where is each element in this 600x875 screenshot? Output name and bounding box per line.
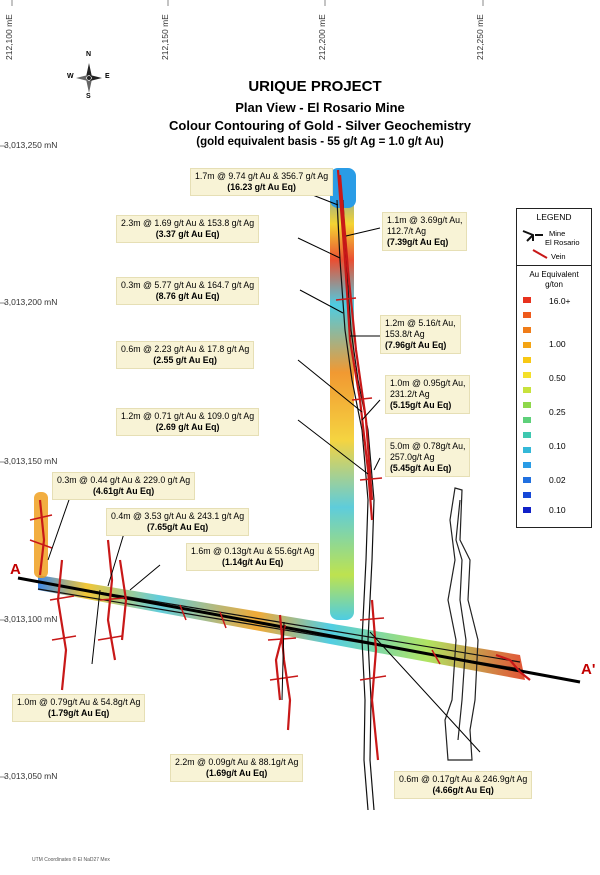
easting-label-2: 212,150 mE <box>160 14 170 60</box>
assay-text: 0.6m @ 2.23 g/t Au & 17.8 g/t Ag <box>121 344 250 354</box>
assay-callout <box>385 438 470 477</box>
east-letter: E <box>105 73 110 80</box>
easting-label-1: 212,100 mE <box>4 14 14 60</box>
assay-equivalent: (5.15g/t Au Eq) <box>390 400 452 410</box>
assay-text-2: 257.0g/t Ag <box>390 452 435 462</box>
assay-equivalent: (1.14g/t Au Eq) <box>222 557 284 567</box>
assay-callout <box>190 168 333 196</box>
legend-mine-label: Mine <box>549 229 566 238</box>
northing-label-1: 3,013,250 mN <box>4 140 58 150</box>
section-line <box>18 578 580 682</box>
assay-equivalent: (7.39g/t Au Eq) <box>387 237 449 247</box>
scale-label: 1.00 <box>549 339 566 349</box>
assay-text: 5.0m @ 0.78g/t Au, <box>390 441 466 451</box>
scale-swatch <box>523 297 531 303</box>
map-subtitle-2: Colour Contouring of Gold - Silver Geochemistry <box>169 118 471 133</box>
scale-swatch <box>523 417 531 423</box>
map-title: URIQUE PROJECT <box>248 78 382 95</box>
assay-equivalent: (3.37 g/t Au Eq) <box>155 229 220 239</box>
scale-swatch <box>523 462 531 468</box>
assay-text: 1.1m @ 3.69g/t Au, <box>387 215 463 225</box>
assay-text-2: 112.7/t Ag <box>387 226 426 236</box>
assay-callout <box>106 508 249 536</box>
assay-text: 0.3m @ 0.44 g/t Au & 229.0 g/t Ag <box>57 475 191 485</box>
scale-swatch <box>523 432 531 438</box>
assay-text: 1.7m @ 9.74 g/t Au & 356.7 g/t Ag <box>195 171 329 181</box>
vein-symbol-icon <box>531 248 551 260</box>
map-subtitle: Plan View - El Rosario Mine <box>235 100 405 115</box>
map-subtitle-3: (gold equivalent basis - 55 g/t Ag = 1.0 g/t Au) <box>196 136 444 148</box>
assay-text-2: 231.2/t Ag <box>390 389 430 399</box>
map-legend <box>516 208 592 528</box>
easting-label-4: 212,250 mE <box>475 14 485 60</box>
northing-label-5: 3,013,050 mN <box>4 771 58 781</box>
scale-label: 16.0+ <box>549 296 571 306</box>
assay-text: 1.2m @ 5.16/t Au, <box>385 318 456 328</box>
easting-label-3: 212,200 mE <box>317 14 327 60</box>
assay-equivalent: (2.55 g/t Au Eq) <box>153 355 217 365</box>
assay-callout <box>385 375 470 414</box>
legend-vein-label: Vein <box>551 252 566 261</box>
scale-swatch <box>523 312 531 318</box>
assay-text-2: 153.8/t Ag <box>385 329 425 339</box>
north-letter: N <box>86 51 92 58</box>
legend-mine-label-2: El Rosario <box>545 238 580 247</box>
section-end-label: A' <box>581 661 596 678</box>
assay-callout <box>116 215 259 243</box>
scale-label: 0.02 <box>549 475 566 485</box>
scale-label: 0.10 <box>549 441 566 451</box>
assay-equivalent: (2.69 g/t Au Eq) <box>155 422 220 432</box>
scale-swatch <box>523 477 531 483</box>
assay-callout <box>382 212 467 251</box>
assay-text: 2.2m @ 0.09g/t Au & 88.1g/t Ag <box>175 757 299 767</box>
scale-unit: g/ton <box>545 280 563 289</box>
assay-text: 2.3m @ 1.69 g/t Au & 153.8 g/t Ag <box>121 218 255 228</box>
scale-swatch <box>523 447 531 453</box>
assay-callout <box>116 341 254 369</box>
scale-label: 0.25 <box>549 407 566 417</box>
assay-callout <box>380 315 461 354</box>
assay-text: 1.6m @ 0.13g/t Au & 55.6g/t Ag <box>191 546 315 556</box>
assay-equivalent: (16.23 g/t Au Eq) <box>227 182 296 192</box>
northing-label-3: 3,013,150 mN <box>4 456 58 466</box>
scale-swatch <box>523 387 531 393</box>
scale-swatch <box>523 357 531 363</box>
assay-equivalent: (7.96g/t Au Eq) <box>385 340 447 350</box>
scale-swatch <box>523 372 531 378</box>
assay-equivalent: (5.45g/t Au Eq) <box>390 463 452 473</box>
assay-equivalent: (8.76 g/t Au Eq) <box>155 291 220 301</box>
scale-swatch <box>523 327 531 333</box>
scale-label: 0.10 <box>549 505 566 515</box>
mine-symbol-icon <box>521 229 545 243</box>
south-letter: S <box>86 93 91 100</box>
assay-text: 0.6m @ 0.17g/t Au & 246.9g/t Ag <box>399 774 528 784</box>
scale-swatch <box>523 507 531 513</box>
assay-text: 1.0m @ 0.79g/t Au & 54.8g/t Ag <box>17 697 141 707</box>
assay-equivalent: (1.69g/t Au Eq) <box>206 768 268 778</box>
northing-label-2: 3,013,200 mN <box>4 297 58 307</box>
scale-swatch <box>523 402 531 408</box>
scale-swatch <box>523 342 531 348</box>
north-arrow <box>64 51 114 101</box>
northing-label-4: 3,013,100 mN <box>4 614 58 624</box>
assay-callout <box>116 277 259 305</box>
assay-callout <box>116 408 259 436</box>
vertical-drift-contour <box>330 170 354 620</box>
assay-equivalent: (7.65g/t Au Eq) <box>146 522 209 532</box>
assay-equivalent: (4.61g/t Au Eq) <box>92 486 155 496</box>
assay-callout <box>12 694 145 722</box>
west-letter: W <box>67 73 74 80</box>
assay-equivalent: (4.66g/t Au Eq) <box>432 785 494 795</box>
section-start-label: A <box>10 561 21 578</box>
legend-divider <box>517 265 591 266</box>
assay-text: 0.4m @ 3.53 g/t Au & 243.1 g/t Ag <box>111 511 245 521</box>
assay-equivalent: (1.79g/t Au Eq) <box>48 708 110 718</box>
scale-swatch <box>523 492 531 498</box>
assay-text: 1.2m @ 0.71 g/t Au & 109.0 g/t Ag <box>121 411 255 421</box>
assay-callout <box>52 472 195 500</box>
assay-text: 1.0m @ 0.95g/t Au, <box>390 378 466 388</box>
legend-title: LEGEND <box>536 212 572 222</box>
scale-title: Au Equivalent <box>529 270 579 279</box>
assay-callout <box>394 771 532 799</box>
coordinate-note: UTM Coordinates ® El NaD27 Mex <box>32 857 110 863</box>
assay-callout <box>186 543 319 571</box>
assay-callout <box>170 754 303 782</box>
scale-label: 0.50 <box>549 373 566 383</box>
assay-text: 0.3m @ 5.77 g/t Au & 164.7 g/t Ag <box>121 280 255 290</box>
